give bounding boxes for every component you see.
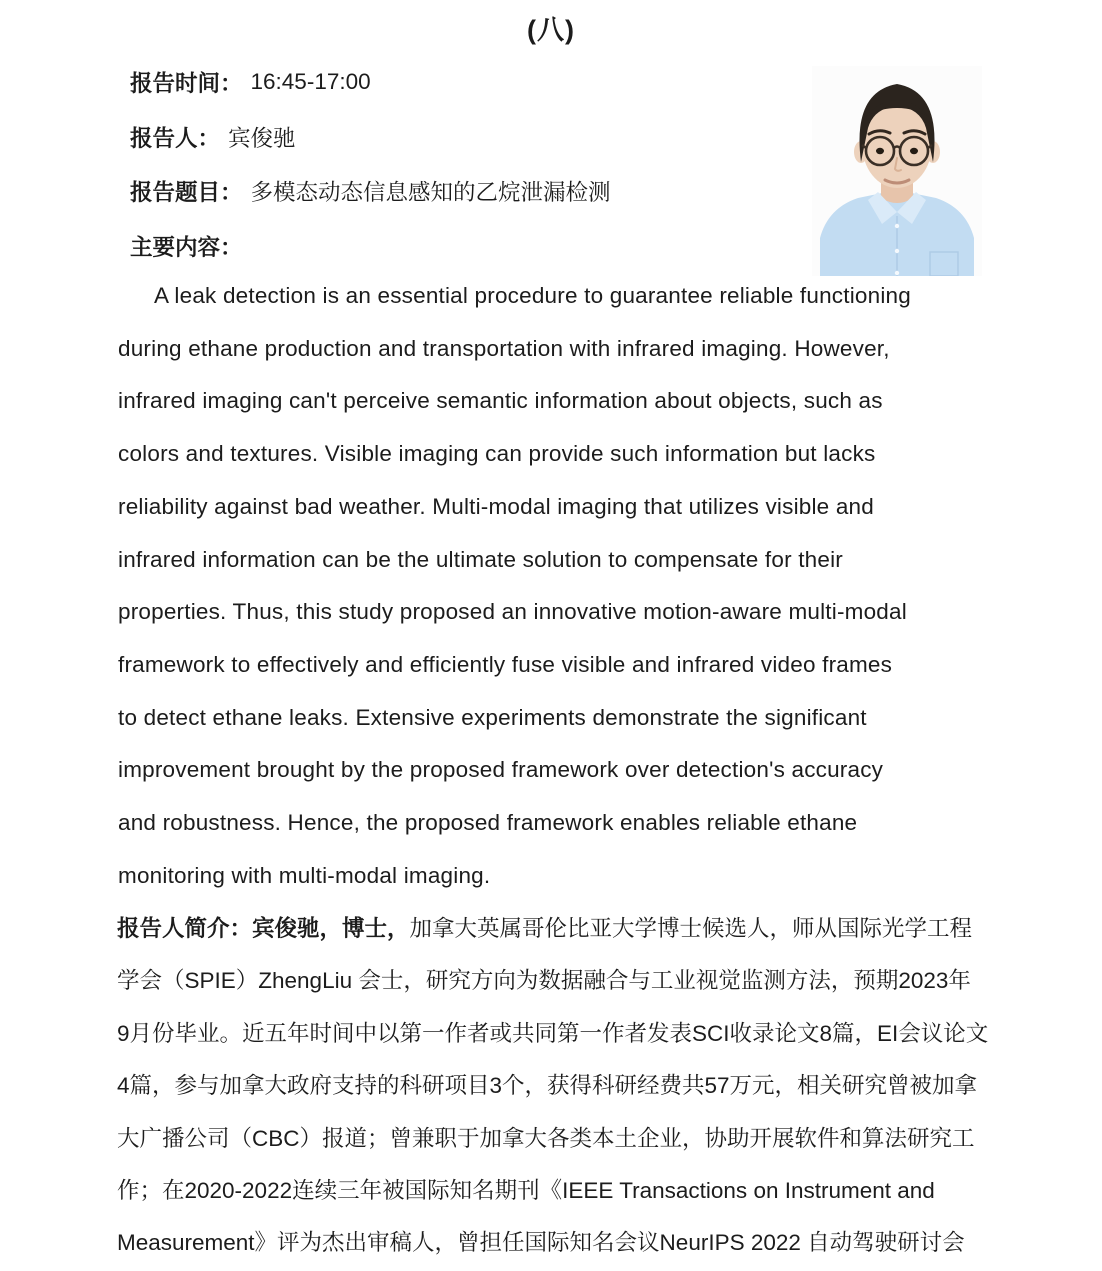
abstract-line: during ethane production and transportation with infrared imaging. However, bbox=[118, 335, 890, 361]
bio-lead-bold: 报告人简介：宾俊驰，博士， bbox=[117, 916, 410, 941]
meta-row-report-time bbox=[130, 55, 611, 110]
speaker-bio-paragraph bbox=[117, 903, 989, 1270]
speaker-portrait-illustration bbox=[812, 66, 982, 276]
bio-line: Measurement》评为杰出审稿人，曾担任国际知名会议NeurIPS 2022 自动驾驶研讨会 bbox=[117, 1230, 965, 1256]
speaker-label: 报告人： bbox=[130, 125, 221, 151]
bio-line: 4篇，参与加拿大政府支持的科研项目3个，获得科研经费共57万元，相关研究曾被加拿 bbox=[117, 1073, 978, 1099]
meta-row-main-content bbox=[130, 219, 611, 274]
abstract-line: A leak detection is an essential procedure to guarantee reliable functioning bbox=[154, 283, 911, 308]
abstract-paragraph bbox=[118, 270, 978, 902]
abstract-line: framework to effectively and efficiently fuse visible and infrared video frames bbox=[118, 651, 893, 677]
abstract-line: improvement brought by the proposed framework over detection's accuracy bbox=[118, 757, 884, 783]
abstract-line: reliability against bad weather. Multi-modal imaging that utilizes visible and bbox=[118, 493, 874, 519]
report-time-label: 报告时间： bbox=[130, 71, 243, 97]
report-title-label: 报告题目： bbox=[130, 180, 243, 206]
bio-line: 学会（SPIE）ZhengLiu 会士，研究方向为数据融合与工业视觉监测方法，预期2023年 bbox=[117, 968, 971, 994]
bio-line bbox=[117, 903, 977, 955]
abstract-line: infrared information can be the ultimate solution to compensate for their bbox=[118, 546, 843, 572]
report-title-value: 多模态动态信息感知的乙烷泄漏检测 bbox=[250, 180, 611, 206]
bio-line: 9月份毕业。近五年时间中以第一作者或共同第一作者发表SCI收录论文8篇，EI会议论文 bbox=[117, 1020, 989, 1046]
bio-line-text: 加拿大英属哥伦比亚大学博士候选人，师从国际光学工程 bbox=[409, 916, 973, 941]
abstract-line: monitoring with multi-modal imaging. bbox=[118, 862, 491, 888]
abstract-line: to detect ethane leaks. Extensive experiments demonstrate the significant bbox=[118, 704, 867, 730]
bio-line: 作；在2020-2022连续三年被国际知名期刊《IEEE Transactions on Instrument and bbox=[117, 1178, 935, 1204]
abstract-line: infrared imaging can't perceive semantic information about objects, such as bbox=[118, 388, 883, 414]
abstract-line: and robustness. Hence, the proposed framework enables reliable ethane bbox=[118, 810, 858, 836]
section-title: (八) bbox=[527, 15, 575, 45]
speaker-value: 宾俊驰 bbox=[228, 125, 296, 151]
abstract-line: colors and textures. Visible imaging can provide such information but lacks bbox=[118, 441, 876, 467]
main-content-label: 主要内容： bbox=[130, 234, 243, 260]
speaker-photo bbox=[812, 66, 982, 276]
meta-block bbox=[130, 55, 611, 273]
report-time-value: 16:45-17:00 bbox=[250, 69, 371, 95]
bio-line: 大广播公司（CBC）报道；曾兼职于加拿大各类本土企业，协助开展软件和算法研究工 bbox=[117, 1125, 975, 1151]
meta-row-speaker bbox=[130, 110, 611, 165]
meta-row-report-title bbox=[130, 164, 611, 219]
abstract-line: properties. Thus, this study proposed an innovative motion-aware multi-modal bbox=[118, 599, 907, 625]
